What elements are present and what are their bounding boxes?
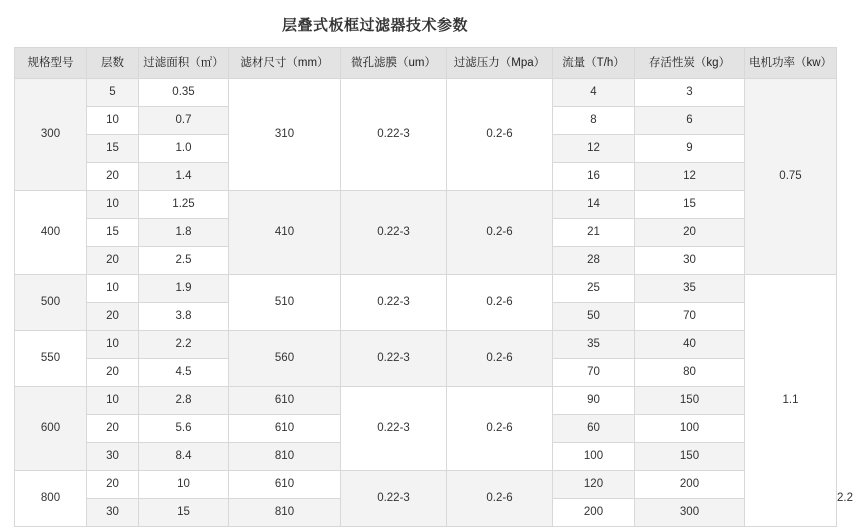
column-header-micro: 微孔滤膜（um） bbox=[341, 48, 447, 79]
cell-area: 8.4 bbox=[139, 443, 229, 471]
cell-layers: 20 bbox=[87, 247, 139, 275]
cell-flow: 16 bbox=[553, 163, 635, 191]
table-row bbox=[15, 79, 837, 107]
column-header-size: 滤材尺寸（mm） bbox=[229, 48, 341, 79]
cell-layers: 10 bbox=[87, 275, 139, 303]
cell-layers: 10 bbox=[87, 191, 139, 219]
cell-flow: 35 bbox=[553, 331, 635, 359]
table-row: 800 20 10 610 0.22-3 0.2-6 120 200 2.2 bbox=[15, 471, 837, 499]
cell-carbon: 200 bbox=[635, 471, 745, 499]
cell-carbon: 15 bbox=[635, 191, 745, 219]
cell-power: 0.75 bbox=[745, 79, 837, 275]
cell-carbon: 6 bbox=[635, 107, 745, 135]
cell-layers: 20 bbox=[87, 303, 139, 331]
cell-flow: 14 bbox=[553, 191, 635, 219]
cell-layers: 20 bbox=[87, 163, 139, 191]
cell-flow: 25 bbox=[553, 275, 635, 303]
cell-area: 5.6 bbox=[139, 415, 229, 443]
cell-area: 2.2 bbox=[139, 331, 229, 359]
cell-press: 0.2-6 bbox=[447, 387, 553, 471]
cell-size: 310 bbox=[229, 79, 341, 191]
table-row bbox=[15, 191, 837, 219]
cell-model: 400 bbox=[15, 191, 87, 275]
table-row bbox=[15, 387, 837, 415]
cell-layers: 30 bbox=[87, 443, 139, 471]
cell-size: 610 bbox=[229, 387, 341, 415]
cell-layers: 5 bbox=[87, 79, 139, 107]
cell-carbon: 3 bbox=[635, 79, 745, 107]
cell-layers: 15 bbox=[87, 219, 139, 247]
cell-layers: 20 bbox=[87, 415, 139, 443]
cell-area: 1.9 bbox=[139, 275, 229, 303]
cell-size: 610 bbox=[229, 471, 341, 499]
cell-area: 3.8 bbox=[139, 303, 229, 331]
cell-model: 300 bbox=[15, 79, 87, 191]
cell-press: 0.2-6 bbox=[447, 79, 553, 191]
cell-layers: 10 bbox=[87, 331, 139, 359]
column-header-model: 规格型号 bbox=[15, 48, 87, 79]
cell-flow: 28 bbox=[553, 247, 635, 275]
cell-carbon: 150 bbox=[635, 387, 745, 415]
page-title: 层叠式板框过滤器技术参数 bbox=[281, 17, 468, 34]
cell-area: 1.8 bbox=[139, 219, 229, 247]
cell-carbon: 30 bbox=[635, 247, 745, 275]
cell-carbon: 9 bbox=[635, 135, 745, 163]
table-row bbox=[15, 331, 837, 359]
table-body bbox=[15, 79, 853, 527]
cell-flow: 60 bbox=[553, 415, 635, 443]
cell-micro: 0.22-3 bbox=[341, 387, 447, 471]
cell-flow: 21 bbox=[553, 219, 635, 247]
cell-flow: 70 bbox=[553, 359, 635, 387]
cell-layers: 30 bbox=[87, 499, 139, 527]
cell-micro: 0.22-3 bbox=[341, 79, 447, 191]
cell-layers: 10 bbox=[87, 387, 139, 415]
cell-layers: 10 bbox=[87, 107, 139, 135]
cell-carbon: 40 bbox=[635, 331, 745, 359]
cell-area: 1.4 bbox=[139, 163, 229, 191]
cell-micro: 0.22-3 bbox=[341, 331, 447, 387]
column-header-flow: 流量（T/h） bbox=[553, 48, 635, 79]
cell-area: 10 bbox=[139, 471, 229, 499]
cell-size: 560 bbox=[229, 331, 341, 387]
cell-press: 0.2-6 bbox=[447, 275, 553, 331]
cell-micro: 0.22-3 bbox=[341, 471, 447, 527]
cell-area: 4.5 bbox=[139, 359, 229, 387]
cell-flow: 12 bbox=[553, 135, 635, 163]
cell-layers: 20 bbox=[87, 471, 139, 499]
cell-flow: 120 bbox=[553, 471, 635, 499]
cell-flow: 200 bbox=[553, 499, 635, 527]
cell-flow: 100 bbox=[553, 443, 635, 471]
cell-layers: 15 bbox=[87, 135, 139, 163]
cell-carbon: 80 bbox=[635, 359, 745, 387]
column-header-carbon: 存活性炭（kg） bbox=[635, 48, 745, 79]
cell-power: 1.1 bbox=[745, 275, 837, 527]
cell-carbon: 70 bbox=[635, 303, 745, 331]
column-header-power: 电机功率（kw） bbox=[745, 48, 837, 79]
cell-area: 0.7 bbox=[139, 107, 229, 135]
cell-carbon: 100 bbox=[635, 415, 745, 443]
cell-flow: 50 bbox=[553, 303, 635, 331]
cell-micro: 0.22-3 bbox=[341, 191, 447, 275]
cell-press: 0.2-6 bbox=[447, 191, 553, 275]
cell-carbon: 300 bbox=[635, 499, 745, 527]
cell-layers: 20 bbox=[87, 359, 139, 387]
cell-carbon: 12 bbox=[635, 163, 745, 191]
cell-size: 810 bbox=[229, 499, 341, 527]
cell-press: 0.2-6 bbox=[447, 331, 553, 387]
cell-press: 0.2-6 bbox=[447, 471, 553, 527]
cell-area: 2.5 bbox=[139, 247, 229, 275]
cell-size: 810 bbox=[229, 443, 341, 471]
cell-carbon: 20 bbox=[635, 219, 745, 247]
column-header-press: 过滤压力（Mpa） bbox=[447, 48, 553, 79]
cell-flow: 4 bbox=[553, 79, 635, 107]
cell-area: 1.25 bbox=[139, 191, 229, 219]
cell-carbon: 150 bbox=[635, 443, 745, 471]
table-header-row bbox=[15, 48, 837, 79]
cell-model: 600 bbox=[15, 387, 87, 471]
cell-flow: 8 bbox=[553, 107, 635, 135]
cell-size: 610 bbox=[229, 415, 341, 443]
cell-model: 800 bbox=[15, 471, 87, 527]
cell-area: 2.8 bbox=[139, 387, 229, 415]
cell-size: 510 bbox=[229, 275, 341, 331]
column-header-area: 过滤面积（㎡） bbox=[139, 48, 229, 79]
cell-model: 550 bbox=[15, 331, 87, 387]
cell-area: 0.35 bbox=[139, 79, 229, 107]
table-header bbox=[15, 48, 837, 79]
cell-model: 500 bbox=[15, 275, 87, 331]
cell-size: 410 bbox=[229, 191, 341, 275]
cell-micro: 0.22-3 bbox=[341, 275, 447, 331]
table-row bbox=[15, 275, 837, 303]
spec-table bbox=[14, 47, 853, 527]
column-header-layers: 层数 bbox=[87, 48, 139, 79]
cell-flow: 90 bbox=[553, 387, 635, 415]
cell-carbon: 35 bbox=[635, 275, 745, 303]
cell-area: 15 bbox=[139, 499, 229, 527]
cell-area: 1.0 bbox=[139, 135, 229, 163]
